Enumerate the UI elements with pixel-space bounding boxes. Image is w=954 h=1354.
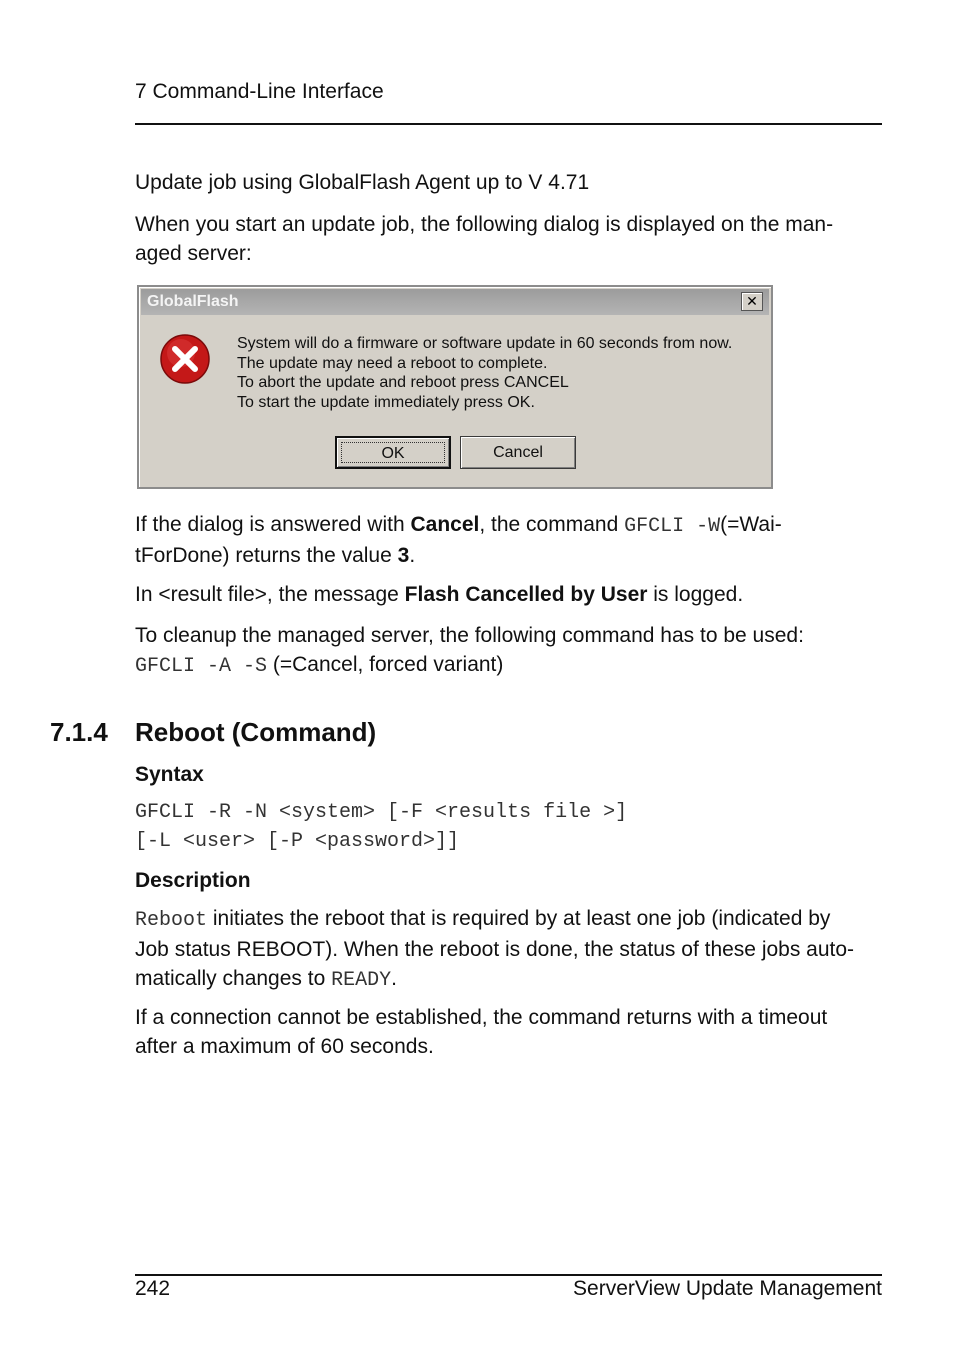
intro-paragraph [135,210,885,268]
dialog-message-line: System will do a firmware or software update in 60 seconds from now. [237,335,733,352]
dialog-title: GlobalFlash [147,293,239,310]
text: Job status REBOOT). When the reboot is done, the status of these jobs auto- [135,938,855,961]
text: If a connection cannot be established, the command returns with a timeout [135,1006,828,1029]
close-button[interactable] [741,292,763,311]
product-name: ServerView Update Management [573,1277,882,1300]
cleanup-paragraph [135,621,885,681]
text: . [391,967,397,990]
update-subheading: Update job using GlobalFlash Agent up to V 4.71 [135,171,590,194]
inline-code: READY [331,969,392,992]
text: . [409,544,416,567]
intro-line-2: aged server: [135,242,252,265]
bold-text: 3 [397,544,410,567]
text: , the command [479,513,625,536]
description-paragraph [135,904,885,995]
inline-code: Reboot [135,909,208,932]
intro-line-1: When you start an update job, the following dialog is displayed on the man- [135,213,834,236]
cancel-button[interactable]: Cancel [460,436,576,469]
dialog-message-line: To abort the update and reboot press CANCEL [237,374,569,391]
ok-button-label: OK [341,442,445,463]
close-icon: ✕ [746,293,758,309]
dialog-message-line: The update may need a reboot to complete. [237,355,548,372]
text: (=Cancel, forced variant) [267,653,504,676]
text: initiates the reboot that is required by at least one job (indicated by [207,907,831,930]
dialog-titlebar [141,289,769,315]
header-divider [135,123,882,125]
section-number: 7.1.4 [50,717,108,747]
inline-code: GFCLI -W [624,515,721,538]
text: If the dialog is answered with [135,513,411,536]
page-number: 242 [135,1277,171,1300]
globalflash-dialog [137,285,773,489]
text: In <result file>, the message [135,583,405,606]
syntax-label: Syntax [135,763,204,786]
text: after a maximum of 60 seconds. [135,1035,434,1058]
description-label: Description [135,869,251,892]
syntax-line: GFCLI -R -N <system> [-F <results file >] [135,801,628,824]
text: tForDone) returns the value [135,544,398,567]
timeout-paragraph [135,1003,885,1061]
section-title: Reboot (Command) [135,717,377,747]
running-header: 7 Command-Line Interface [135,80,384,103]
text: (=Wai- [720,513,782,536]
error-icon [159,333,211,385]
dialog-message-line: To start the update immediately press OK. [237,394,535,411]
text: matically changes to [135,967,332,990]
text: To cleanup the managed server, the following command has to be used: [135,624,804,647]
bold-text: Flash Cancelled by User [404,583,648,606]
result-paragraph [135,580,885,609]
text: is logged. [647,583,744,606]
ok-button[interactable] [335,436,451,469]
inline-code: GFCLI -A -S [135,655,268,678]
footer-divider [135,1274,882,1276]
syntax-line: [-L <user> [-P <password>]] [135,830,460,853]
bold-text: Cancel [410,513,480,536]
cancel-paragraph [135,510,885,570]
